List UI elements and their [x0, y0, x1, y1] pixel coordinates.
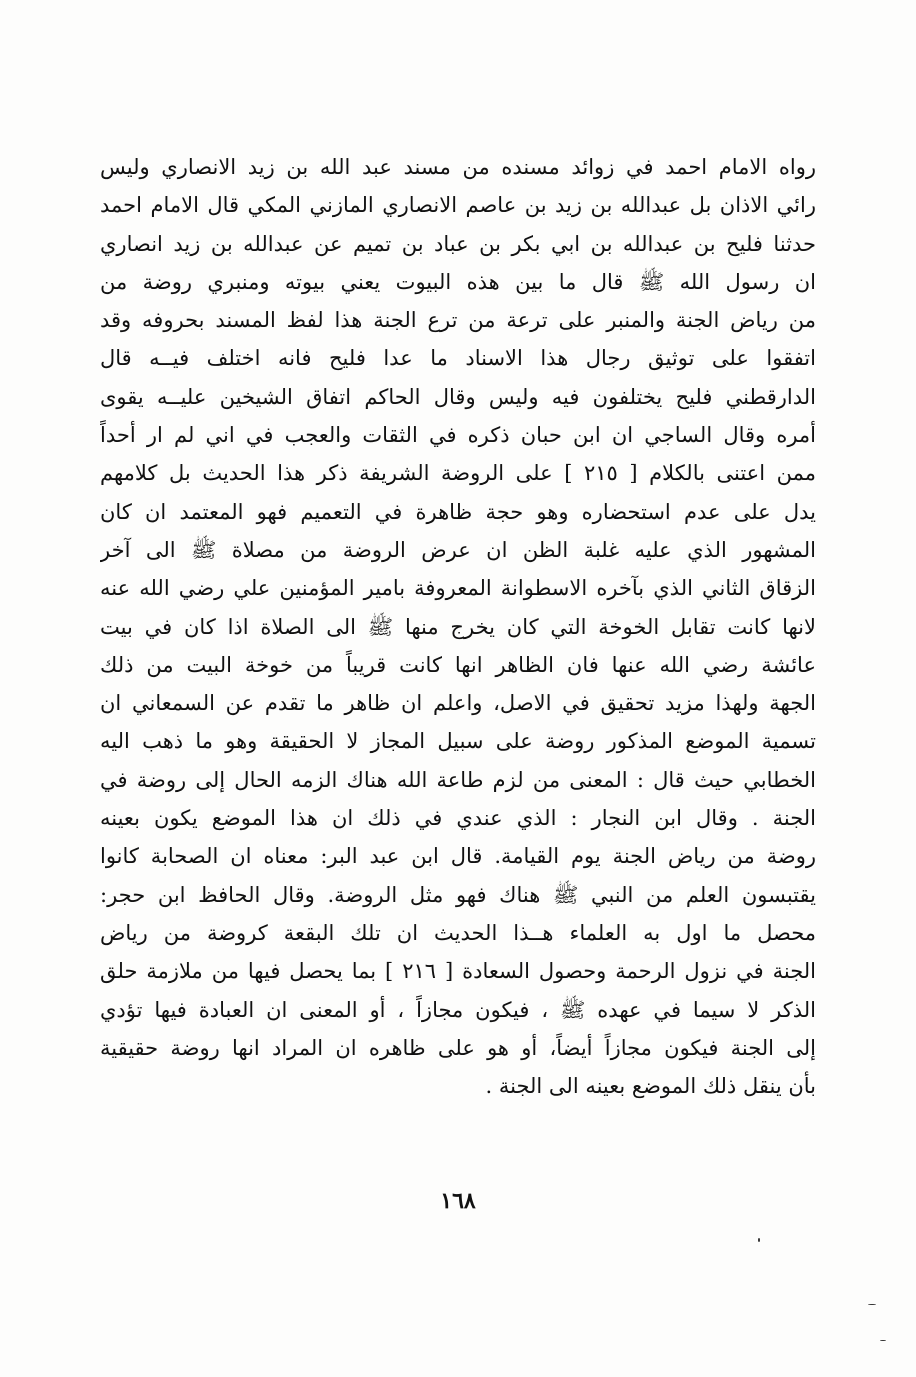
text-line-16: تسمية الموضع المذكور روضة على سبيل المجاز لا الحقيقة وهو ما ذهب اليه: [100, 729, 816, 754]
scan-speck: [880, 1340, 886, 1341]
text-line-24: إلى الجنة فيكون مجازاً أيضاً، أو هو على ظاهره ان المراد انها روضة حقيقية: [100, 1035, 816, 1060]
text-line-22: الجنة في نزول الرحمة وحصول السعادة [ ٢١٦ ] بما يحصل فيها من ملازمة حلق: [100, 959, 816, 984]
text-line-5: من رياض الجنة والمنبر على ترعة من ترع الجنة هذا لفظ المسند بحروفه وقد: [100, 308, 816, 333]
page-body: [100, 148, 816, 1105]
text-line-18: الجنة . وقال ابن النجار : الذي عندي في ذلك ان هذا الموضع يكون بعينه: [100, 806, 816, 831]
text-line-9: ممن اعتنى بالكلام [ ٢١٥ ] على الروضة الشريفة ذكر هذا الحديث بل كلامهم: [100, 461, 816, 486]
text-line-2: رائي الاذان بل عبدالله بن زيد بن عاصم الانصاري المازني المكي قال الامام احمد: [100, 193, 816, 218]
text-line-13: لانها كانت تقابل الخوخة التي كان يخرج منها ﷺ الى الصلاة اذا كان في بيت: [100, 614, 816, 639]
text-line-12: الزقاق الثاني الذي بآخره الاسطوانة المعروفة بامير المؤمنين علي رضي الله عنه: [100, 576, 816, 601]
scan-speck: [868, 1304, 876, 1305]
text-line-14: عائشة رضي الله عنها فان الظاهر انها كانت قريباً من خوخة البيت من ذلك: [100, 652, 816, 677]
scan-speck: [758, 1238, 760, 1242]
text-line-3: حدثنا فليح بن عبدالله بن ابي بكر بن عباد بن تميم عن عبدالله بن زيد انصاري: [100, 231, 816, 256]
text-line-10: يدل على عدم استحضاره وهو حجة ظاهرة في التعميم فهو المعتمد ان كان: [100, 499, 816, 524]
page-number: ١٦٨: [440, 1188, 476, 1214]
text-line-19: روضة من رياض الجنة يوم القيامة. قال ابن عبد البر: معناه ان الصحابة كانوا: [100, 844, 816, 869]
text-line-7: الدارقطني فليح يختلفون فيه وليس وقال الحاكم اتفاق الشيخين عليــه يقوى: [100, 384, 816, 409]
text-line-4: ان رسول الله ﷺ قال ما بين هذه البيوت يعني بيوته ومنبري روضة من: [100, 269, 816, 294]
text-line-20: يقتبسون العلم من النبي ﷺ هناك فهو مثل الروضة. وقال الحافظ ابن حجر:: [100, 882, 816, 907]
text-line-1: رواه الامام احمد في زوائد مسنده من مسند عبد الله بن زيد الانصاري وليس: [100, 155, 816, 179]
text-line-25: بأن ينقل ذلك الموضع بعينه الى الجنة .: [485, 1074, 816, 1099]
text-line-8: أمره وقال الساجي ان ابن حبان ذكره في الثقات والعجب في اني لم ار أحداً: [100, 423, 816, 448]
text-line-17: الخطابي حيث قال : المعنى من لزم طاعة الله هناك الزمه الحال إلى روضة في: [100, 767, 816, 792]
text-line-15: الجهة ولهذا مزيد تحقيق في الاصل، واعلم ان ظاهر ما تقدم عن السمعاني ان: [100, 691, 816, 716]
text-line-6: اتفقوا على توثيق رجال هذا الاسناد ما عدا فليح فانه اختلف فيــه قال: [100, 346, 816, 371]
text-line-11: المشهور الذي عليه غلبة الظن ان عرض الروضة من مصلاة ﷺ الى آخر: [100, 537, 816, 562]
text-line-21: محصل ما اول به العلماء هــذا الحديث ان تلك البقعة كروضة من رياض: [100, 920, 816, 945]
text-line-23: الذكر لا سيما في عهده ﷺ ، فيكون مجازاً ، أو المعنى ان العبادة فيها تؤدي: [100, 997, 816, 1022]
